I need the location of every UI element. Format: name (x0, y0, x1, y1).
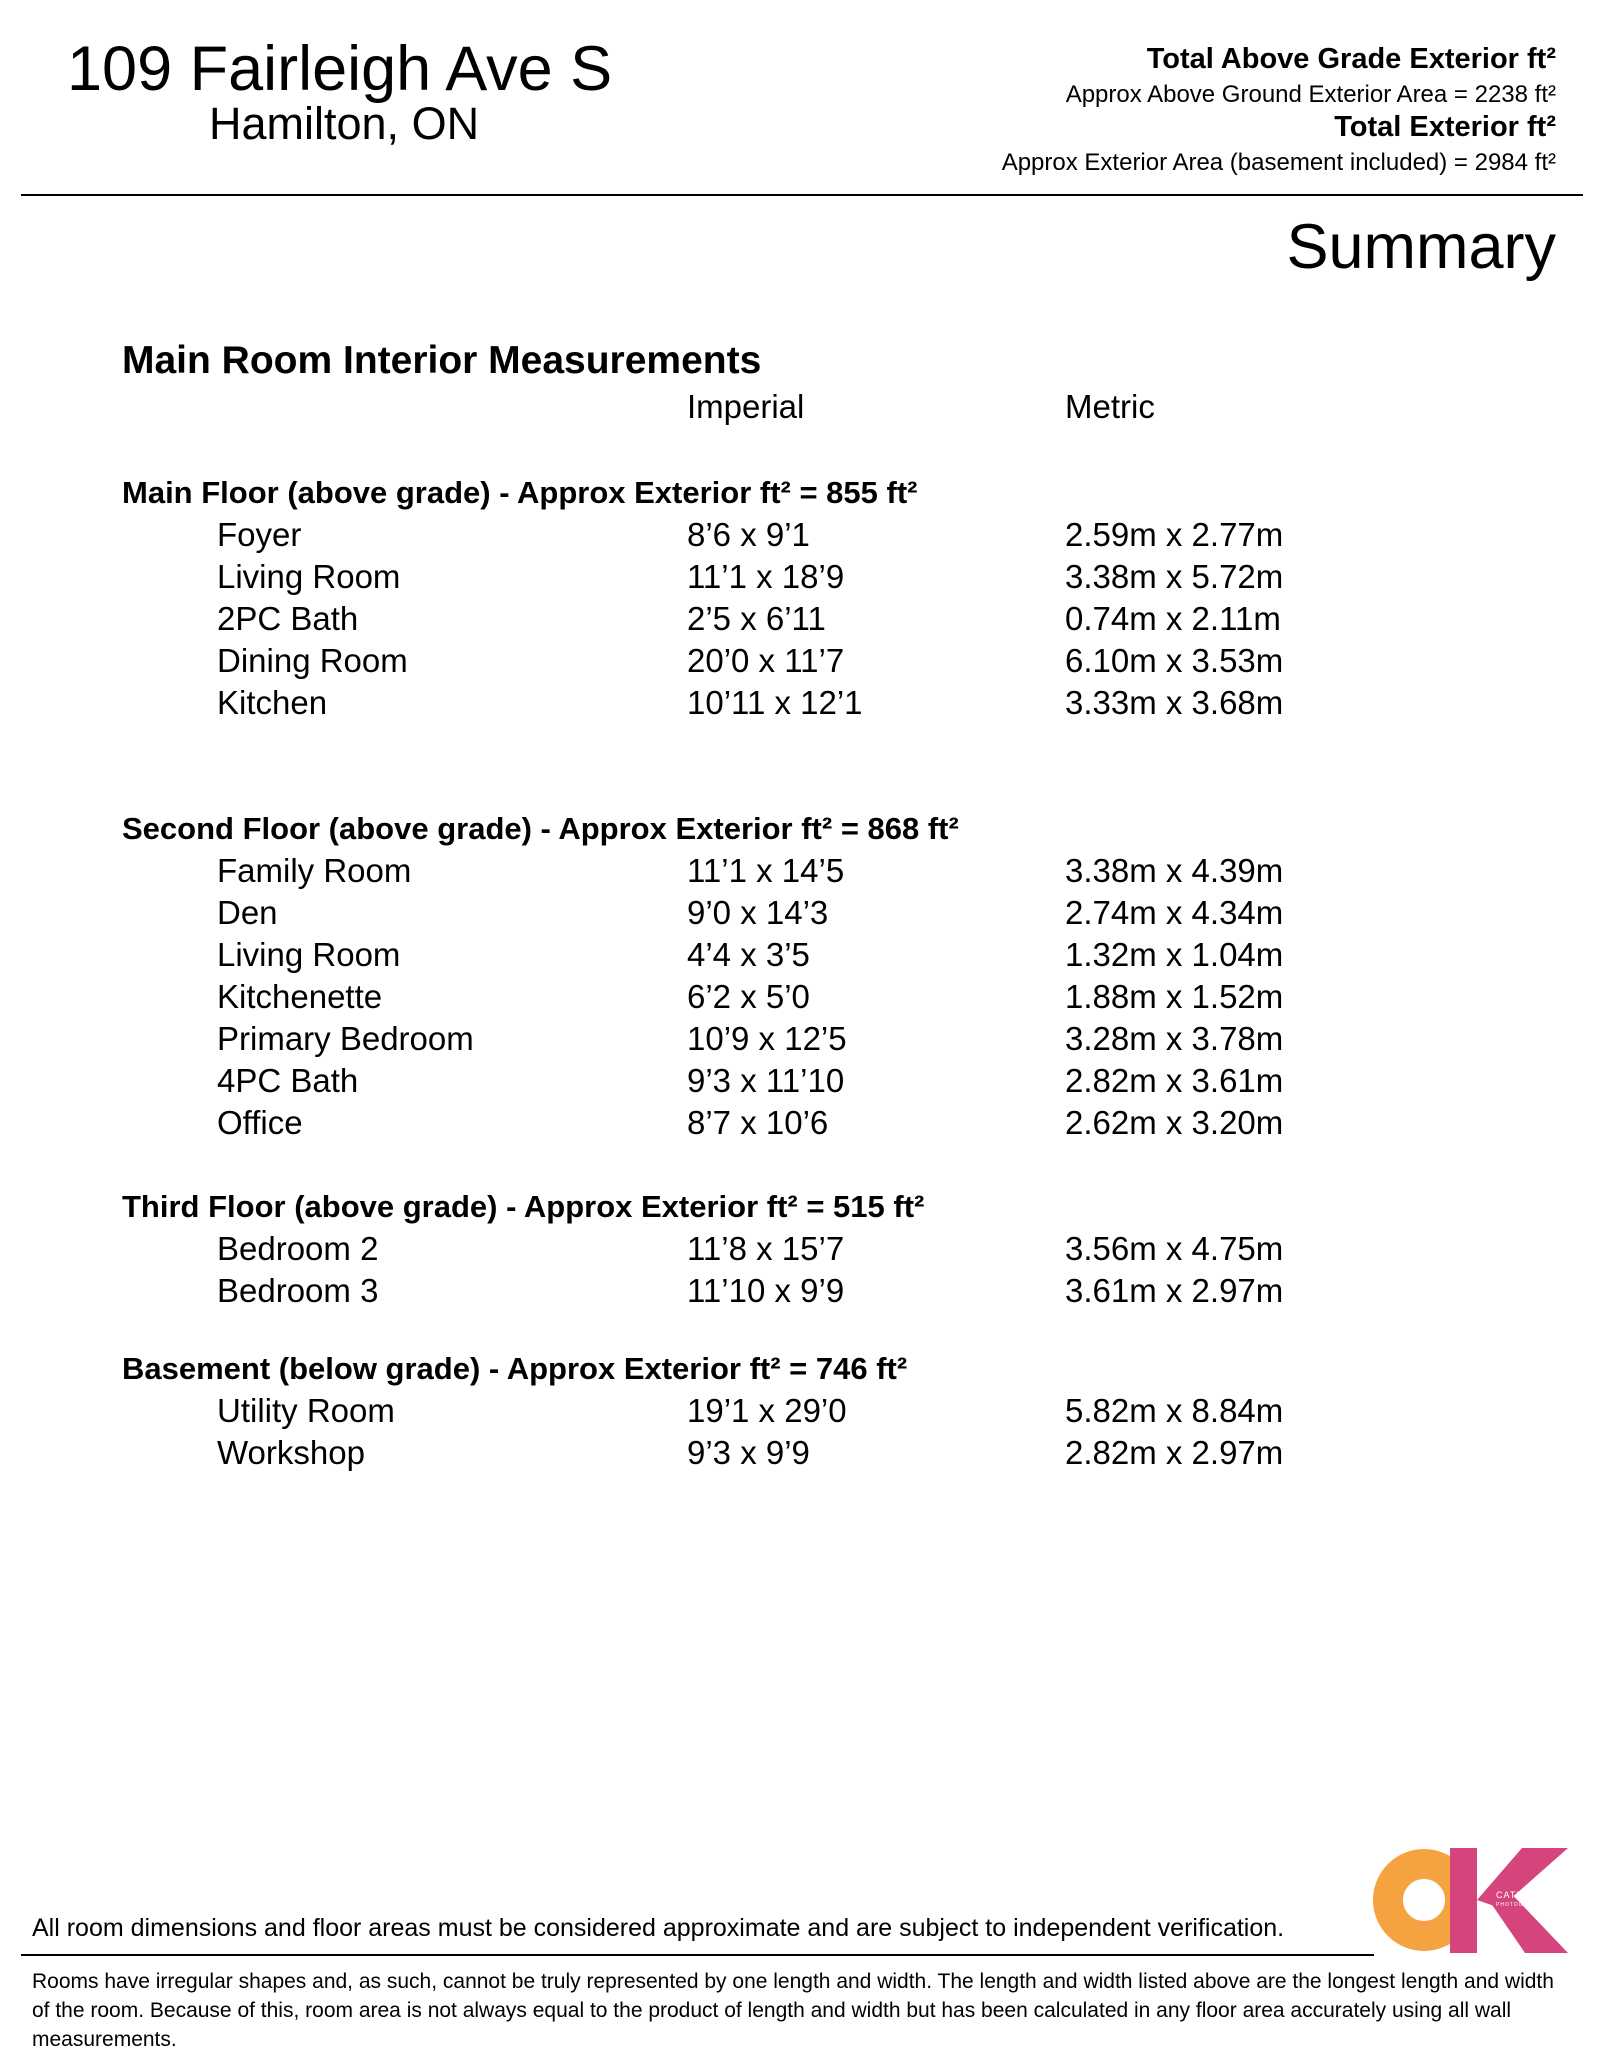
room-row (122, 850, 1322, 892)
room-metric: 2.74m x 4.34m (1065, 894, 1284, 931)
room-row (122, 934, 1322, 976)
floor-heading: Basement (below grade) - Approx Exterior ft² = 746 ft² (122, 1351, 908, 1386)
room-imperial: 11’10 x 9’9 (687, 1272, 845, 1309)
room-row (122, 682, 1322, 724)
room-imperial: 10’11 x 12’1 (687, 684, 863, 721)
room-metric: 6.10m x 3.53m (1065, 642, 1284, 679)
room-metric: 3.28m x 3.78m (1065, 1020, 1284, 1057)
room-imperial: 2’5 x 6’11 (687, 600, 826, 637)
room-metric: 0.74m x 2.11m (1065, 600, 1281, 637)
room-row (122, 1018, 1322, 1060)
logo-brand-subtext: PHOTOGRAPHY (1496, 1902, 1546, 1908)
room-metric: 2.82m x 2.97m (1065, 1434, 1284, 1471)
room-row (122, 1102, 1322, 1144)
total-exterior-text: Approx Exterior Area (basement included) = 2984 ft² (1001, 149, 1556, 176)
floor-section-second (122, 808, 1322, 1144)
room-metric: 3.38m x 4.39m (1065, 852, 1284, 889)
floor-heading: Third Floor (above grade) - Approx Exterior ft² = 515 ft² (122, 1189, 925, 1224)
logo-letter-k-stem (1450, 1848, 1477, 1953)
room-imperial: 20’0 x 11’7 (687, 642, 845, 679)
room-metric: 1.88m x 1.52m (1065, 978, 1284, 1015)
room-metric: 1.32m x 1.04m (1065, 936, 1284, 973)
room-row (122, 1270, 1322, 1312)
room-imperial: 8’7 x 10’6 (687, 1104, 829, 1141)
room-imperial: 4’4 x 3’5 (687, 936, 810, 973)
room-name: Kitchen (217, 684, 328, 721)
total-exterior-heading: Total Exterior ft² (1334, 111, 1556, 143)
room-name: Foyer (217, 516, 302, 553)
room-name: Den (217, 894, 278, 931)
section-title: Main Room Interior Measurements (122, 339, 762, 382)
room-metric: 2.82m x 3.61m (1065, 1062, 1284, 1099)
total-above-grade-text: Approx Above Ground Exterior Area = 2238 ft² (1065, 81, 1556, 108)
room-row (122, 598, 1322, 640)
room-row (122, 1060, 1322, 1102)
column-header-imperial: Imperial (687, 388, 805, 425)
room-metric: 3.33m x 3.68m (1065, 684, 1284, 721)
room-imperial: 11’8 x 15’7 (687, 1230, 845, 1267)
room-row (122, 892, 1322, 934)
room-imperial: 9’3 x 9’9 (687, 1434, 810, 1471)
address-line-1: 109 Fairleigh Ave S (67, 34, 613, 104)
room-name: Primary Bedroom (217, 1020, 474, 1057)
room-name: Living Room (217, 936, 401, 973)
room-imperial: 6’2 x 5’0 (687, 978, 810, 1015)
room-name: Bedroom 3 (217, 1272, 379, 1309)
total-above-grade-heading: Total Above Grade Exterior ft² (1146, 43, 1556, 75)
logo-brand-text: CATHY KOOP (1496, 1890, 1565, 1900)
room-name: Kitchenette (217, 978, 383, 1015)
room-metric: 2.59m x 2.77m (1065, 516, 1284, 553)
room-row (122, 640, 1322, 682)
floor-section-main (122, 472, 1322, 724)
floor-section-basement (122, 1348, 1322, 1474)
room-row (122, 514, 1322, 556)
room-imperial: 9’3 x 11’10 (687, 1062, 845, 1099)
room-row (122, 976, 1322, 1018)
room-name: Office (217, 1104, 303, 1141)
page-title: Summary (1286, 212, 1556, 282)
disclaimer-text: All room dimensions and floor areas must be considered approximate and are subject to independent verification. (32, 1914, 1285, 1942)
header-divider (21, 194, 1583, 196)
room-name: Utility Room (217, 1392, 395, 1429)
logo-letter-o (1388, 1864, 1460, 1936)
room-imperial: 11’1 x 18’9 (687, 558, 845, 595)
room-metric: 3.61m x 2.97m (1065, 1272, 1284, 1309)
room-name: Living Room (217, 558, 401, 595)
floor-heading: Second Floor (above grade) - Approx Exterior ft² = 868 ft² (122, 811, 959, 846)
room-row (122, 1390, 1322, 1432)
room-imperial: 19’1 x 29’0 (687, 1392, 847, 1429)
room-metric: 5.82m x 8.84m (1065, 1392, 1284, 1429)
room-name: 4PC Bath (217, 1062, 359, 1099)
room-imperial: 10’9 x 12’5 (687, 1020, 847, 1057)
room-row (122, 1228, 1322, 1270)
cathy-koop-logo (1372, 1848, 1572, 1953)
address-line-2: Hamilton, ON (209, 98, 480, 149)
room-name: 2PC Bath (217, 600, 359, 637)
room-name: Dining Room (217, 642, 408, 679)
room-row (122, 1432, 1322, 1474)
room-name: Workshop (217, 1434, 365, 1471)
room-metric: 2.62m x 3.20m (1065, 1104, 1284, 1141)
floor-section-third (122, 1186, 1322, 1312)
room-imperial: 11’1 x 14’5 (687, 852, 845, 889)
room-imperial: 9’0 x 14’3 (687, 894, 829, 931)
footer-divider (21, 1954, 1374, 1956)
room-metric: 3.56m x 4.75m (1065, 1230, 1284, 1267)
room-row (122, 556, 1322, 598)
room-metric: 3.38m x 5.72m (1065, 558, 1284, 595)
footnote-text: Rooms have irregular shapes and, as such, cannot be truly represented by one length and width. The length and width listed above are the longest length and width of the room. Because of this, room area is not always equal to the product of length and width but has been calculated in any floor area accurately using all wall measurements. (32, 1970, 1554, 2051)
floor-heading: Main Floor (above grade) - Approx Exterior ft² = 855 ft² (122, 475, 918, 510)
room-imperial: 8’6 x 9’1 (687, 516, 810, 553)
column-header-metric: Metric (1065, 388, 1155, 425)
room-name: Family Room (217, 852, 412, 889)
room-name: Bedroom 2 (217, 1230, 379, 1267)
